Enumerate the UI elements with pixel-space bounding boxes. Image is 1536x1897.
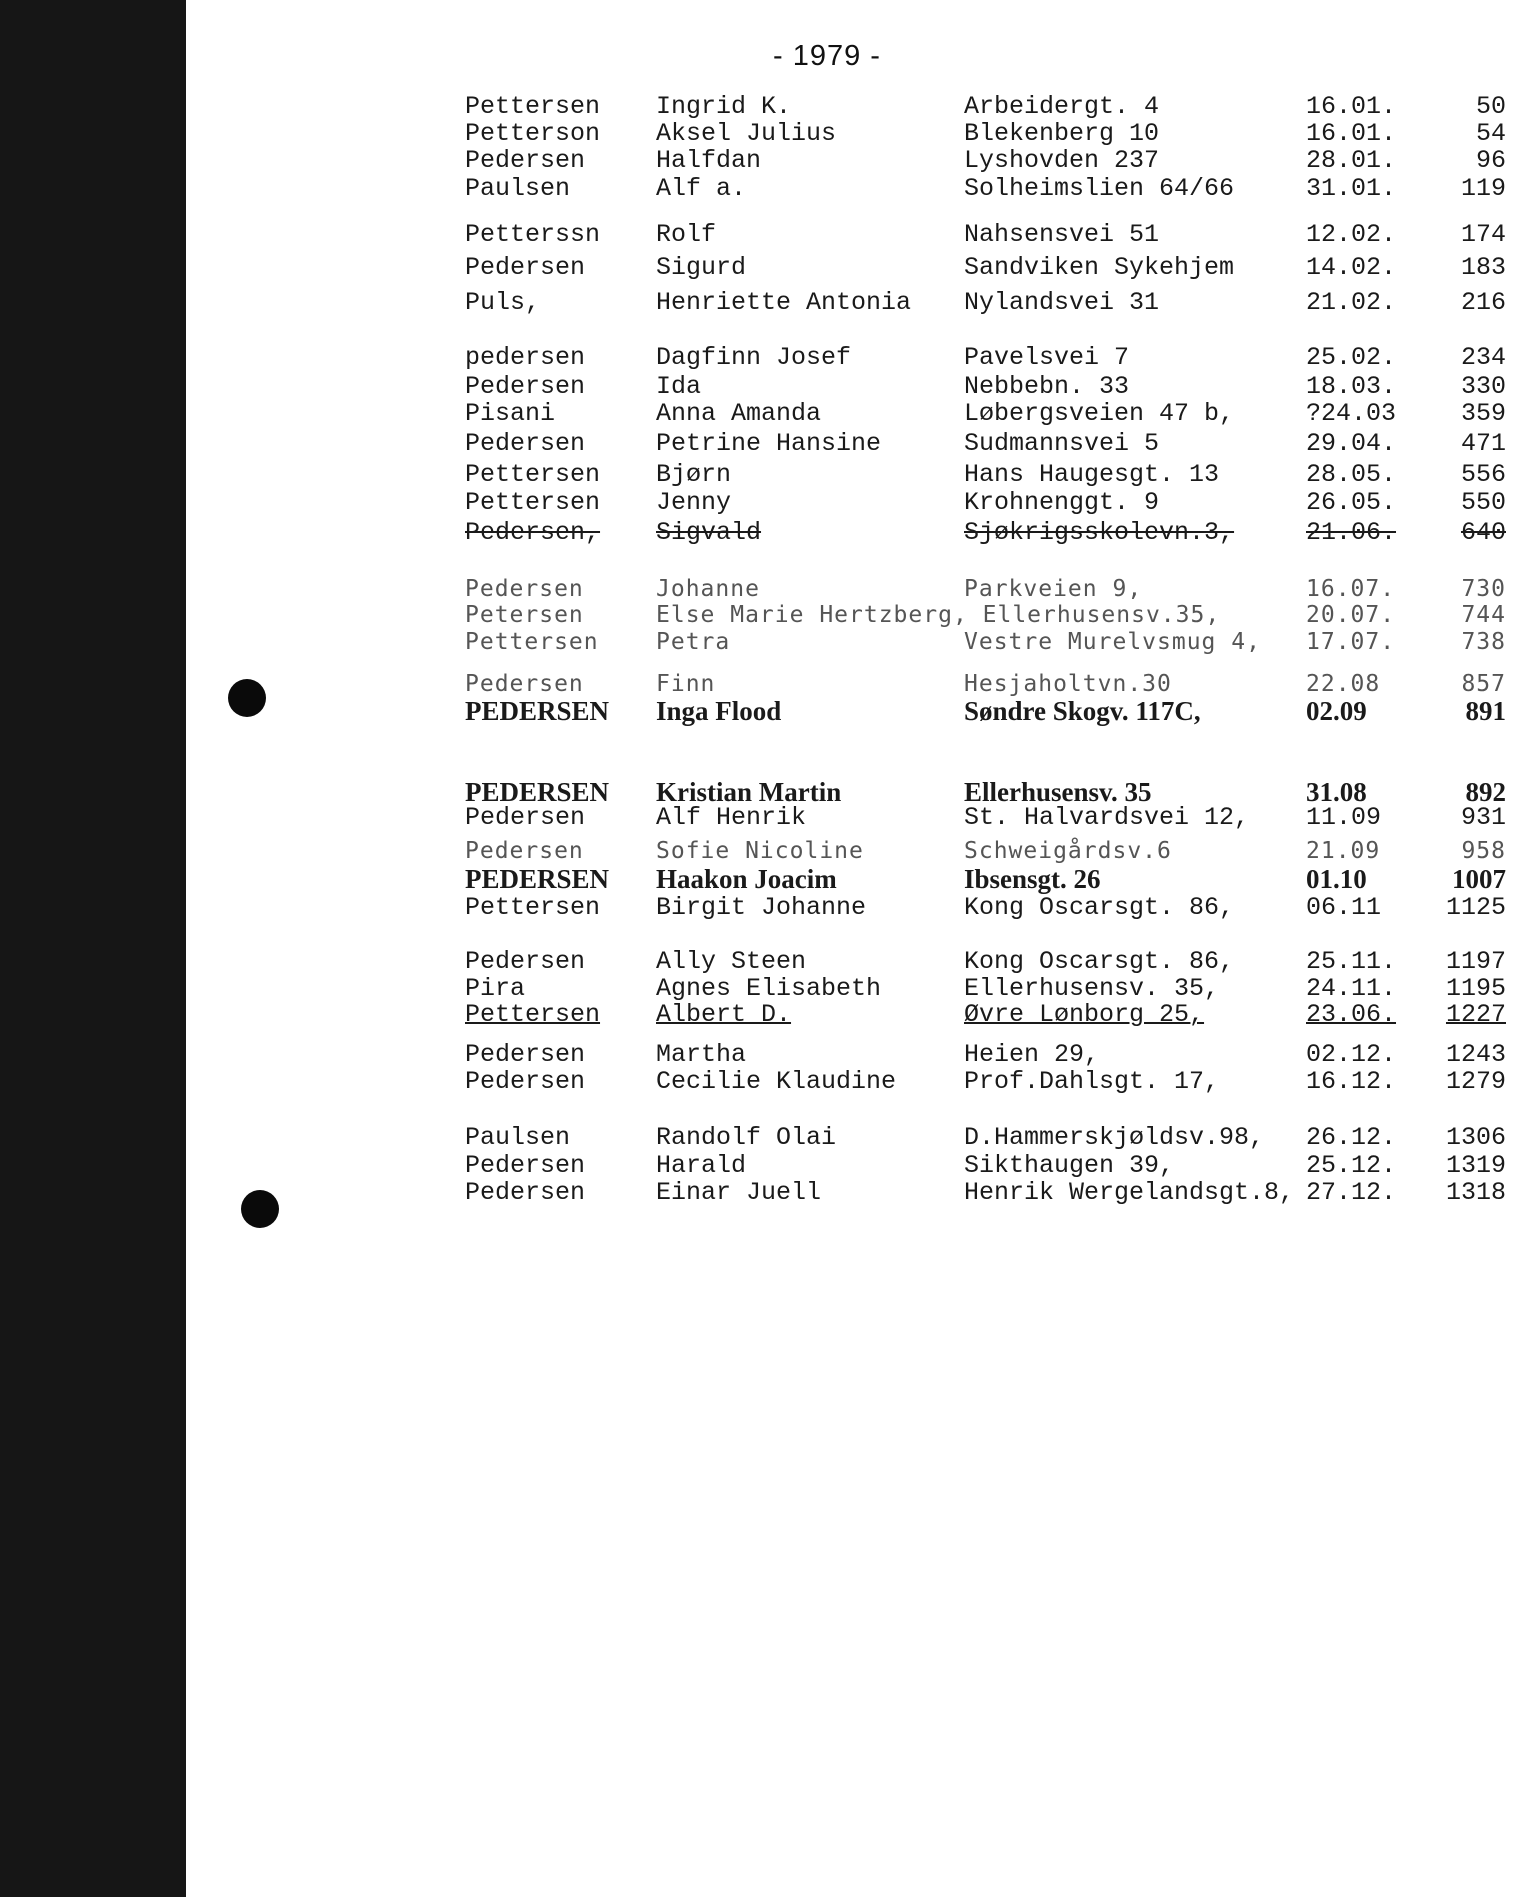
- entry-number: 891: [1465, 696, 1506, 726]
- surname: Pettersen: [465, 1000, 601, 1029]
- given-name: Petra: [656, 629, 731, 655]
- surname: Pettersen: [465, 893, 601, 922]
- address: D.Hammerskjøldsv.98,: [964, 1123, 1265, 1152]
- surname: Pettersen: [465, 460, 601, 489]
- entry-number: 330: [1460, 372, 1506, 401]
- given-name: Birgit Johanne: [656, 893, 867, 922]
- entry-number: 1306: [1445, 1123, 1506, 1152]
- entry-number: 1125: [1445, 893, 1506, 922]
- address: Prof.Dahlsgt. 17,: [964, 1067, 1220, 1096]
- list-item: [0, 627, 1536, 657]
- entry-number: 1195: [1445, 974, 1506, 1003]
- list-item-struck: [0, 518, 1536, 548]
- address: Hans Haugesgt. 13: [964, 460, 1220, 489]
- given-name: Ida: [656, 372, 702, 401]
- date: 28.01.: [1306, 146, 1397, 175]
- given-name: Kristian Martin: [656, 777, 842, 807]
- date: 06.11: [1306, 893, 1382, 922]
- address: Pavelsvei 7: [964, 343, 1130, 372]
- entry-number: 96: [1475, 146, 1506, 175]
- list-item: [0, 947, 1536, 977]
- page-title: - 1979 -: [773, 40, 881, 72]
- date: 25.12.: [1306, 1151, 1397, 1180]
- address: Hesjaholtvn.30: [964, 671, 1172, 697]
- address: Lyshovden 237: [964, 146, 1160, 175]
- list-item: [0, 864, 1536, 894]
- address: Ellerhusensv. 35: [964, 777, 1152, 807]
- address: Nebbebn. 33: [964, 372, 1130, 401]
- date: 25.02.: [1306, 343, 1397, 372]
- entry-number: 54: [1475, 119, 1506, 148]
- entry-number: 50: [1475, 92, 1506, 121]
- date: 16.01.: [1306, 92, 1397, 121]
- date: 16.01.: [1306, 119, 1397, 148]
- date: 31.01.: [1306, 174, 1397, 203]
- given-name: Cecilie Klaudine: [656, 1067, 897, 1096]
- entry-number: 857: [1461, 671, 1506, 697]
- date: 23.06.: [1306, 1000, 1397, 1029]
- entry-number: 1279: [1445, 1067, 1506, 1096]
- address: Øvre Lønborg 25,: [964, 1000, 1205, 1029]
- given-name: Alf Henrik: [656, 803, 807, 832]
- given-name: Anna Amanda: [656, 399, 822, 428]
- surname: Pedersen: [465, 429, 586, 458]
- entry-number: 119: [1460, 174, 1506, 203]
- given-name: Agnes Elisabeth: [656, 974, 882, 1003]
- list-item: [0, 429, 1536, 459]
- address: Sudmannsvei 5: [964, 429, 1160, 458]
- entry-number: 359: [1460, 399, 1506, 428]
- list-item-underlined: [0, 1000, 1536, 1030]
- list-item: [0, 460, 1536, 490]
- surname: Pedersen: [465, 1151, 586, 1180]
- list-item: [0, 1123, 1536, 1153]
- list-item: [0, 893, 1536, 923]
- date: 21.02.: [1306, 288, 1397, 317]
- entry-number: 183: [1460, 253, 1506, 282]
- entry-number: 174: [1460, 220, 1506, 249]
- list-item: [0, 399, 1536, 429]
- surname: Paulsen: [465, 174, 571, 203]
- surname: Pedersen: [465, 947, 586, 976]
- list-item: [0, 1151, 1536, 1181]
- given-name: Bjørn: [656, 460, 732, 489]
- address: St. Halvardsvei 12,: [964, 803, 1250, 832]
- address: Nylandsvei 31: [964, 288, 1160, 317]
- date: 11.09: [1306, 803, 1382, 832]
- surname: Pedersen: [465, 803, 586, 832]
- address: Vestre Murelvsmug 4,: [964, 629, 1261, 655]
- list-item: [0, 669, 1536, 699]
- given-name: Henriette Antonia: [656, 288, 912, 317]
- entry-number: 640: [1460, 518, 1506, 547]
- address: Blekenberg 10: [964, 119, 1160, 148]
- entry-number: 1319: [1445, 1151, 1506, 1180]
- list-item: [0, 288, 1536, 318]
- address: Parkveien 9,: [964, 576, 1143, 602]
- given-name: Haakon Joacim: [656, 864, 837, 894]
- list-item: [0, 343, 1536, 373]
- entry-number: 556: [1460, 460, 1506, 489]
- date: 27.12.: [1306, 1178, 1397, 1207]
- surname: Pettersen: [465, 92, 601, 121]
- surname: Pedersen,: [465, 518, 601, 547]
- address: Nahsensvei 51: [964, 220, 1160, 249]
- list-item: [0, 488, 1536, 518]
- surname: PEDERSEN: [465, 777, 610, 807]
- list-item: [0, 836, 1536, 866]
- entry-number: 958: [1461, 838, 1506, 864]
- list-item: [0, 1067, 1536, 1097]
- date: 18.03.: [1306, 372, 1397, 401]
- date: 01.10: [1306, 864, 1367, 894]
- date: 25.11.: [1306, 947, 1397, 976]
- surname: Paulsen: [465, 1123, 571, 1152]
- date: 20.07.: [1306, 602, 1396, 628]
- date: 02.09: [1306, 696, 1367, 726]
- date: 21.09: [1306, 838, 1381, 864]
- list-item: [0, 372, 1536, 402]
- address: Løbergsveien 47 b,: [964, 399, 1235, 428]
- given-name: Johanne: [656, 576, 760, 602]
- given-name: Sigurd: [656, 253, 747, 282]
- entry-number: 1243: [1445, 1040, 1506, 1069]
- given-name: Halfdan: [656, 146, 762, 175]
- date: 16.07.: [1306, 576, 1396, 602]
- surname: Pedersen: [465, 253, 586, 282]
- list-item: [0, 1040, 1536, 1070]
- surname: Pettersen: [465, 488, 601, 517]
- surname: Pedersen: [465, 576, 584, 602]
- surname: PEDERSEN: [465, 696, 610, 726]
- date: 26.12.: [1306, 1123, 1397, 1152]
- address: Ellerhusensv. 35,: [964, 974, 1220, 1003]
- given-name: Petrine Hansine: [656, 429, 882, 458]
- given-name: Einar Juell: [656, 1178, 822, 1207]
- date: 29.04.: [1306, 429, 1397, 458]
- surname: Pedersen: [465, 1067, 586, 1096]
- address: Krohnenggt. 9: [964, 488, 1160, 517]
- date: 26.05.: [1306, 488, 1397, 517]
- entry-number: 892: [1465, 777, 1506, 807]
- date: 24.11.: [1306, 974, 1397, 1003]
- given-name: Albert D.: [656, 1000, 792, 1029]
- surname: Puls,: [465, 288, 541, 317]
- given-name: Sigvald: [656, 518, 762, 547]
- given-name: Else Marie Hertzberg, Ellerhusensv.35,: [656, 602, 1221, 628]
- entry-number: 730: [1461, 576, 1506, 602]
- list-item: [0, 174, 1536, 204]
- entry-number: 931: [1460, 803, 1506, 832]
- given-name: Inga Flood: [656, 696, 782, 726]
- given-name: Harald: [656, 1151, 747, 1180]
- address: Søndre Skogv. 117C,: [964, 696, 1201, 726]
- list-item: [0, 803, 1536, 833]
- given-name: Jenny: [656, 488, 732, 517]
- address: Sandviken Sykehjem: [964, 253, 1235, 282]
- list-item: [0, 119, 1536, 149]
- address: Kong Oscarsgt. 86,: [964, 947, 1235, 976]
- surname: Pettersen: [465, 629, 599, 655]
- entry-number: 550: [1460, 488, 1506, 517]
- entry-number: 1318: [1445, 1178, 1506, 1207]
- address: Sjøkrigsskolevn.3,: [964, 518, 1235, 547]
- address: Sikthaugen 39,: [964, 1151, 1175, 1180]
- surname: Pedersen: [465, 146, 586, 175]
- address: Ibsensgt. 26: [964, 864, 1101, 894]
- given-name: Rolf: [656, 220, 717, 249]
- address: Schweigårdsv.6: [964, 838, 1172, 864]
- date: 16.12.: [1306, 1067, 1397, 1096]
- date: 21.06.: [1306, 518, 1397, 547]
- date: 02.12.: [1306, 1040, 1397, 1069]
- date: 14.02.: [1306, 253, 1397, 282]
- list-item: [0, 696, 1536, 726]
- surname: Pedersen: [465, 1040, 586, 1069]
- entry-number: 216: [1460, 288, 1506, 317]
- date: 31.08: [1306, 777, 1367, 807]
- date: 12.02.: [1306, 220, 1397, 249]
- given-name: Ally Steen: [656, 947, 807, 976]
- surname: PEDERSEN: [465, 864, 610, 894]
- given-name: Aksel Julius: [656, 119, 837, 148]
- address: Arbeidergt. 4: [964, 92, 1160, 121]
- surname: Petersen: [465, 602, 584, 628]
- surname: pedersen: [465, 343, 586, 372]
- given-name: Finn: [656, 671, 716, 697]
- list-item: [0, 253, 1536, 283]
- address: Henrik Wergelandsgt.8,: [964, 1178, 1295, 1207]
- date: 17.07.: [1306, 629, 1396, 655]
- list-item: [0, 1178, 1536, 1208]
- entry-number: 1227: [1445, 1000, 1506, 1029]
- given-name: Martha: [656, 1040, 747, 1069]
- date: 22.08: [1306, 671, 1381, 697]
- surname: Petterson: [465, 119, 601, 148]
- entry-number: 738: [1461, 629, 1506, 655]
- surname: Pisani: [465, 399, 556, 428]
- entry-number: 1007: [1452, 864, 1506, 894]
- date: 28.05.: [1306, 460, 1397, 489]
- given-name: Randolf Olai: [656, 1123, 837, 1152]
- surname: Pedersen: [465, 372, 586, 401]
- entry-number: 471: [1460, 429, 1506, 458]
- date: ?24.03: [1306, 399, 1397, 428]
- surname: Pira: [465, 974, 526, 1003]
- surname: Pedersen: [465, 1178, 586, 1207]
- entry-number: 234: [1460, 343, 1506, 372]
- list-item: [0, 600, 1536, 630]
- entry-number: 744: [1461, 602, 1506, 628]
- given-name: Dagfinn Josef: [656, 343, 852, 372]
- entry-number: 1197: [1445, 947, 1506, 976]
- given-name: Ingrid K.: [656, 92, 792, 121]
- list-item: [0, 146, 1536, 176]
- list-item: [0, 92, 1536, 122]
- surname: Pedersen: [465, 671, 584, 697]
- given-name: Sofie Nicoline: [656, 838, 864, 864]
- address: Kong Oscarsgt. 86,: [964, 893, 1235, 922]
- address: Heien 29,: [964, 1040, 1100, 1069]
- given-name: Alf a.: [656, 174, 747, 203]
- address: Solheimslien 64/66: [964, 174, 1235, 203]
- surname: Petterssn: [465, 220, 601, 249]
- surname: Pedersen: [465, 838, 584, 864]
- list-item: [0, 220, 1536, 250]
